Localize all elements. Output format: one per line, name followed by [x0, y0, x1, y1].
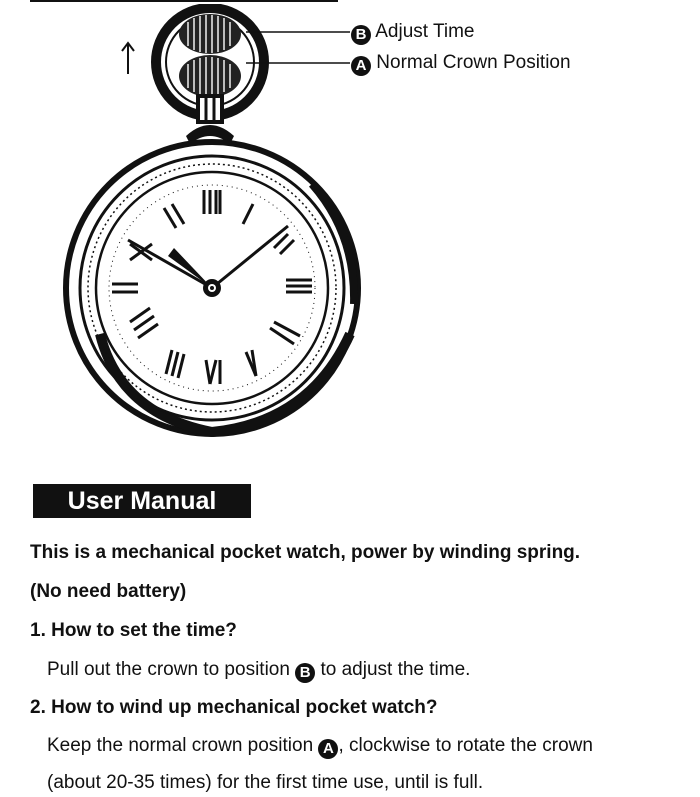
answer-2-line-1: [47, 734, 593, 759]
intro-note: (No need battery): [30, 581, 187, 602]
intro-text: This is a mechanical pocket watch, power by winding spring.: [30, 542, 581, 563]
answer-2-line-2: (about 20-35 times) for the first time use, until is full.: [47, 772, 484, 793]
badge-a: A: [351, 56, 371, 76]
crown-upper: [179, 14, 241, 54]
callout-label-a: Normal Crown Position: [376, 52, 571, 73]
callout-adjust-time: [351, 21, 475, 45]
answer-2-text-after: , clockwise to rotate the crown: [338, 735, 593, 756]
answer-1-text-after: to adjust the time.: [315, 659, 471, 680]
badge-b-inline: B: [295, 663, 315, 683]
callout-label-b: Adjust Time: [375, 21, 475, 42]
top-divider: [30, 0, 338, 2]
question-2: 2. How to wind up mechanical pocket watch?: [30, 697, 438, 718]
crown-lower: [179, 55, 241, 97]
answer-1-text-before: Pull out the crown to position: [47, 659, 296, 680]
manual-title: User Manual: [33, 484, 251, 518]
answer-2-text-before: Keep the normal crown position: [47, 735, 319, 756]
answer-1: [47, 658, 470, 683]
question-1: 1. How to set the time?: [30, 620, 237, 641]
badge-b: B: [351, 25, 371, 45]
callout-normal-crown: [351, 52, 571, 76]
badge-a-inline: A: [318, 739, 338, 759]
